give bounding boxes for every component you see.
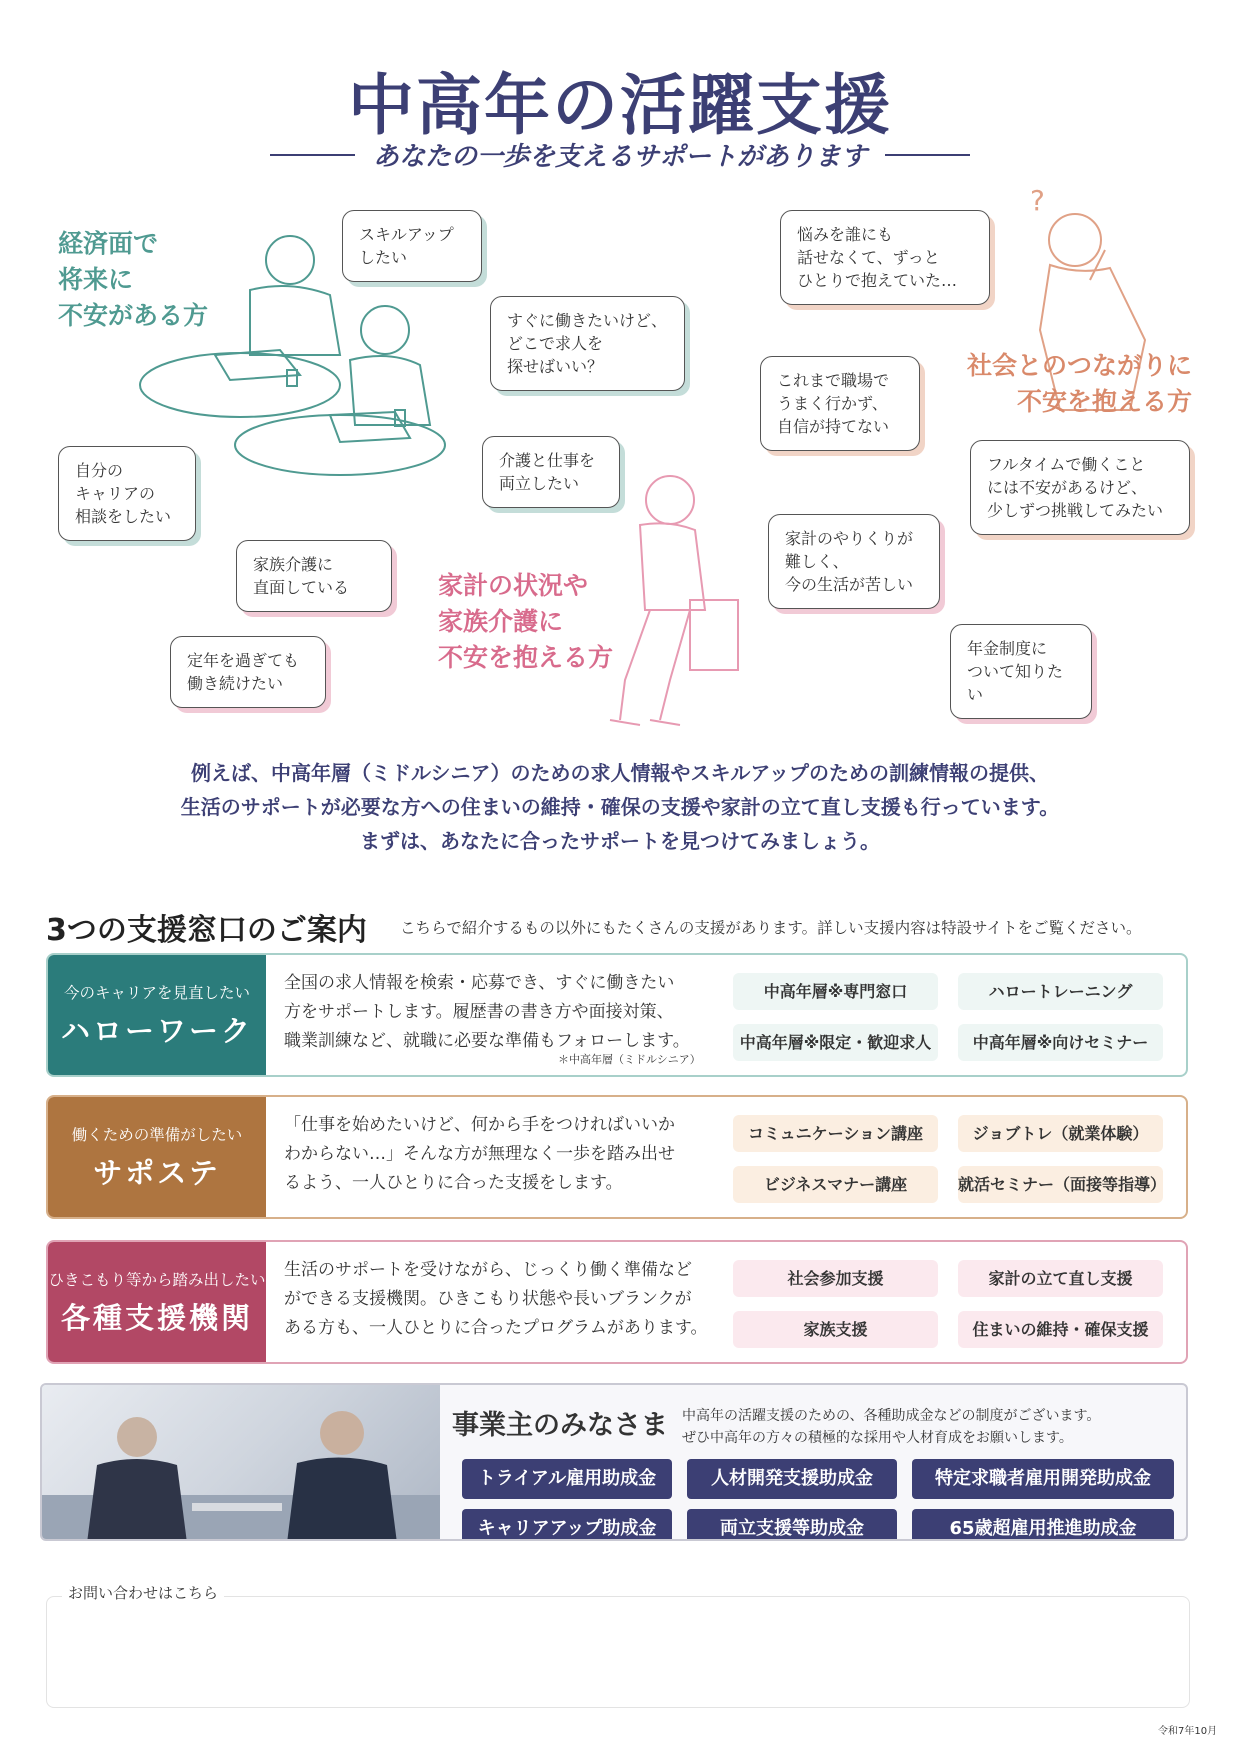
contact-label: お問い合わせはこちら — [62, 1582, 224, 1603]
subtitle-row — [270, 136, 970, 173]
intro-text: 例えば、中高年層（ミドルシニア）のための求人情報やスキルアップのための訓練情報の提供、 生活のサポートが必要な方への住まいの維持・確保の支援や家計の立て直し支援も行っています。 まずは、あなたに合ったサポートを見つけてみましょう。 — [180, 761, 1060, 853]
support-tag: 家計の立て直し支援 — [958, 1260, 1163, 1297]
grant-specific-jobseeker[interactable]: 特定求職者雇用開発助成金 — [912, 1459, 1174, 1499]
employer-title: 事業主のみなさま — [452, 1410, 668, 1441]
employer-note: 中高年の活躍支援のための、各種助成金などの制度がございます。 ぜひ中高年の方々の積極的な採用や人材育成をお願いします。 — [682, 1408, 1101, 1446]
group-label-economic: 経済面で 将来に 不安がある方 — [58, 229, 209, 330]
pink-man-illustration — [610, 476, 738, 725]
support-tag: 住まいの維持・確保支援 — [958, 1311, 1163, 1348]
group-label-family: 家計の状況や 家族介護に 不安を抱える方 — [438, 571, 614, 672]
page-title: 中高年の活躍支援 — [348, 67, 892, 144]
bubble-work-now: すぐに働きたいけど、 どこで求人を 探せばいい？ — [490, 296, 685, 391]
group-label-social: 社会とのつながりに 不安を抱える方 — [966, 351, 1192, 416]
bubble-fulltime: フルタイムで働くこと には不安があるけど、 少しずつ挑戦してみたい — [970, 440, 1190, 535]
subtitle-rule-right — [885, 154, 970, 156]
bubble-worries: 悩みを誰にも 話せなくて、ずっと ひとりで抱えていた… — [780, 210, 990, 305]
issue-date: 令和7年10月 — [1158, 1726, 1218, 1737]
support-label: 働くための準備がしたい サポステ — [48, 1097, 266, 1217]
support-tag: 中高年層※向けセミナー — [958, 1024, 1163, 1061]
support-label: 今のキャリアを見直したい ハローワーク — [48, 955, 266, 1075]
grant-over-65[interactable]: 65歳超雇用推進助成金 — [912, 1509, 1174, 1541]
grant-hr-development[interactable]: 人材開発支援助成金 — [687, 1459, 897, 1499]
bubble-skillup: スキルアップ したい — [342, 210, 482, 282]
section-note: こちらで紹介するもの以外にもたくさんの支援があります。詳しい支援内容は特設サイトをご覧ください。 — [400, 919, 1142, 937]
support-agencies — [46, 1240, 1188, 1364]
grant-career-up[interactable]: キャリアアップ助成金 — [462, 1509, 672, 1541]
support-description: 「仕事を始めたいけど、何から手をつければいいか わからない…」そんな方が無理なく一歩を踏み出せ るよう、一人ひとりに合った支援をします。 — [284, 1115, 675, 1193]
bubble-after-retire: 定年を過ぎても 働き続けたい — [170, 636, 326, 708]
grant-trial-employment[interactable]: トライアル雇用助成金 — [462, 1459, 672, 1499]
support-footnote: ＊中高年層（ミドルシニア） — [558, 1053, 701, 1066]
support-tags — [733, 1115, 1173, 1203]
support-tag: コミュニケーション講座 — [733, 1115, 938, 1152]
meeting-photo — [42, 1385, 440, 1539]
bubble-pension: 年金制度に ついて知りたい — [950, 624, 1092, 719]
bubble-career: 自分の キャリアの 相談をしたい — [58, 446, 196, 541]
employer-panel — [40, 1383, 1188, 1541]
support-hellowork — [46, 953, 1188, 1077]
section-title: 3つの支援窓口のご案内 — [46, 913, 367, 948]
bubble-family-care: 家族介護に 直面している — [236, 540, 392, 612]
support-tag: 就活セミナー（面接等指導） — [958, 1166, 1163, 1203]
support-description: 全国の求人情報を検索・応募でき、すぐに働きたい 方をサポートします。履歴書の書き方や面接対策、 職業訓練など、就職に必要な準備もフォローします。 — [284, 973, 690, 1051]
support-tag: 社会参加支援 — [733, 1260, 938, 1297]
meeting-photo-illustration — [42, 1385, 440, 1541]
page-subtitle: あなたの一歩を支えるサポートがあります — [373, 142, 868, 172]
contact-box — [46, 1596, 1190, 1708]
support-tags — [733, 1260, 1173, 1348]
bubble-household: 家計のやりくりが 難しく、 今の生活が苦しい — [768, 514, 940, 609]
support-label: ひきこもり等から踏み出したい 各種支援機関 — [48, 1242, 266, 1362]
svg-text:?: ? — [1030, 184, 1045, 217]
grant-work-life-balance[interactable]: 両立支援等助成金 — [687, 1509, 897, 1541]
support-tag: 中高年層※限定・歓迎求人 — [733, 1024, 938, 1061]
support-tags — [733, 973, 1173, 1061]
bubble-workplace: これまで職場で うまく行かず、 自信が持てない — [760, 356, 920, 451]
subtitle-rule-left — [270, 154, 355, 156]
support-tag: ビジネスマナー講座 — [733, 1166, 938, 1203]
support-tag: ジョブトレ（就業体験） — [958, 1115, 1163, 1152]
bubble-care-work: 介護と仕事を 両立したい — [482, 436, 620, 508]
support-description: 生活のサポートを受けながら、じっくり働く準備など ができる支援機関。ひきこもり状態や長いブランクが ある方も、一人ひとりに合ったプログラムがあります。 — [284, 1260, 708, 1338]
support-tag: 家族支援 — [733, 1311, 938, 1348]
support-tag: 中高年層※専門窓口 — [733, 973, 938, 1010]
support-tag: ハロートレーニング — [958, 973, 1163, 1010]
support-saposute — [46, 1095, 1188, 1219]
